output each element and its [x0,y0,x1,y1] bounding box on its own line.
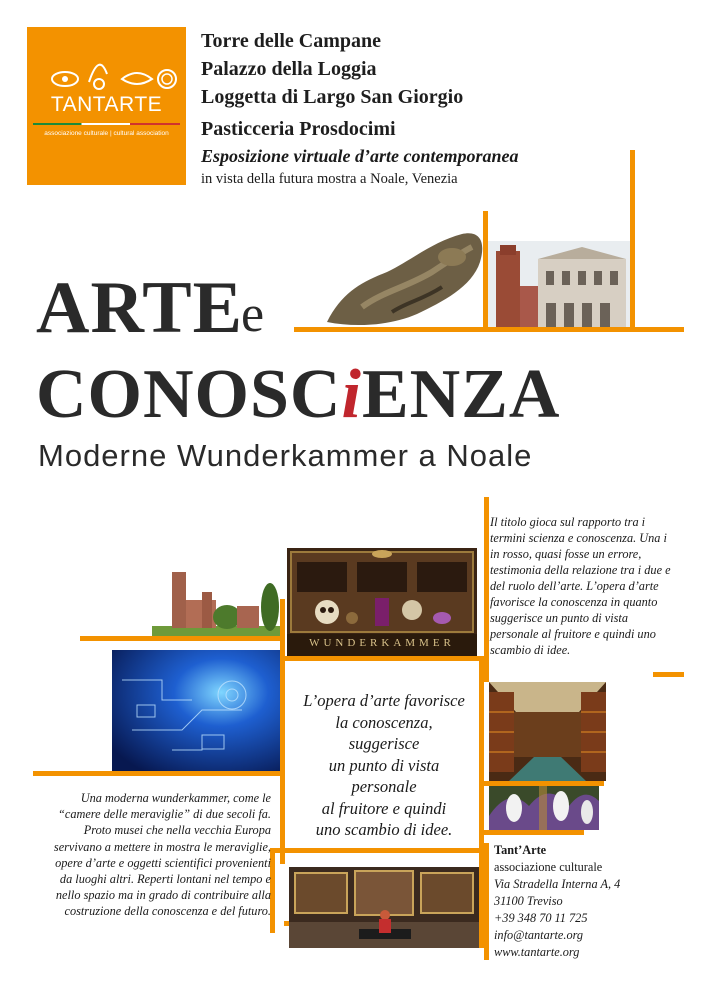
side-description: Il titolo gioca sul rapporto tra i termini scienza e conoscenza. Una i in rosso, quasi fosse un errore, testimonia della relazione tra i due e del ruolo dell’arte. L’opera d’arte favorisce la conoscenza in quanto suggerisce un punto di vista personale al fruitore e quindi uno scambio di idee. [490,515,671,657]
contact-type: associazione culturale [494,860,603,874]
decor-bar [280,599,285,864]
venue-2: Palazzo della Loggia [201,58,377,80]
title-conoscienza [36,355,560,435]
decor-bar [33,771,280,776]
museum-image [289,867,479,948]
quote-line: al fruitore e quindi [321,798,447,818]
logo-flag-stripe [33,123,180,125]
sculpture-image [322,222,488,330]
decor-bar [270,848,485,853]
decor-bar [484,843,489,960]
quote-line: uno scambio di idee. [315,820,453,839]
wunderkammer-label: WUNDERKAMMER [309,637,455,649]
center-quote [288,690,480,841]
title-arte: ARTE [36,267,243,349]
castle-image [152,562,280,636]
venue-1: Torre delle Campane [201,30,381,52]
wunderkammer-image [287,548,477,656]
venue-4: Pasticceria Prosdocimi [201,118,396,140]
decor-bar [484,497,489,682]
decor-bar [80,636,280,641]
tantarte-logo [27,27,186,185]
decor-bar [285,656,485,661]
title-subtitle: Moderne Wunderkammer a Noale [38,438,533,473]
contact-org: Tant’Arte [494,843,547,857]
science-image [112,650,280,771]
flowers-image [489,786,599,830]
quote-line: suggerisce [348,734,420,753]
exposition-subtitle: in vista della futura mostra a Noale, Venezia [201,171,458,187]
wunderkammer-description: Una moderna wunderkammer, come le “camere delle meraviglie” di due secoli fa. Proto musei che nella vecchia Europa servivano a mettere in mostra le meraviglie, opere d’arte e oggetti scientifici provenienti da luoghi altri. Reperti lontani nel tempo e nello spazio ma in grado di contribuire alla costruzione della conoscenza e del futuro. [53,791,271,919]
logo-name: TANTARTE [50,93,163,116]
quote-line: personale [351,777,417,796]
palazzo-image [488,241,630,327]
quote-line: L’opera d’arte favorisce [303,691,465,710]
venue-3: Loggetta di Largo San Giorgio [201,86,464,108]
exposition-title: Esposizione virtuale d’arte contemporanea [201,146,519,166]
library-image [489,682,606,781]
decor-bar [630,150,635,332]
title-e: e [241,286,265,343]
logo-mark-icon [27,27,186,97]
contact-web-link[interactable]: www.tantarte.org [494,945,580,959]
title-red-i: i [341,356,362,433]
title-enza: ENZA [361,356,561,433]
title-conosc: CONOSC [36,356,342,433]
contact-phone[interactable]: +39 348 70 11 725 [494,911,588,925]
decor-bar [484,830,584,835]
contact-address: Via Stradella Interna A, 4 [494,877,621,891]
contact-email[interactable]: info@tantarte.org [494,928,584,942]
decor-bar [653,672,684,677]
contact-city: 31100 Treviso [494,894,563,908]
quote-line: un punto di vista [328,755,440,775]
logo-tagline: associazione culturale | cultural association [44,130,169,137]
contact-block [494,842,620,961]
quote-line: la conoscenza, [335,712,433,732]
